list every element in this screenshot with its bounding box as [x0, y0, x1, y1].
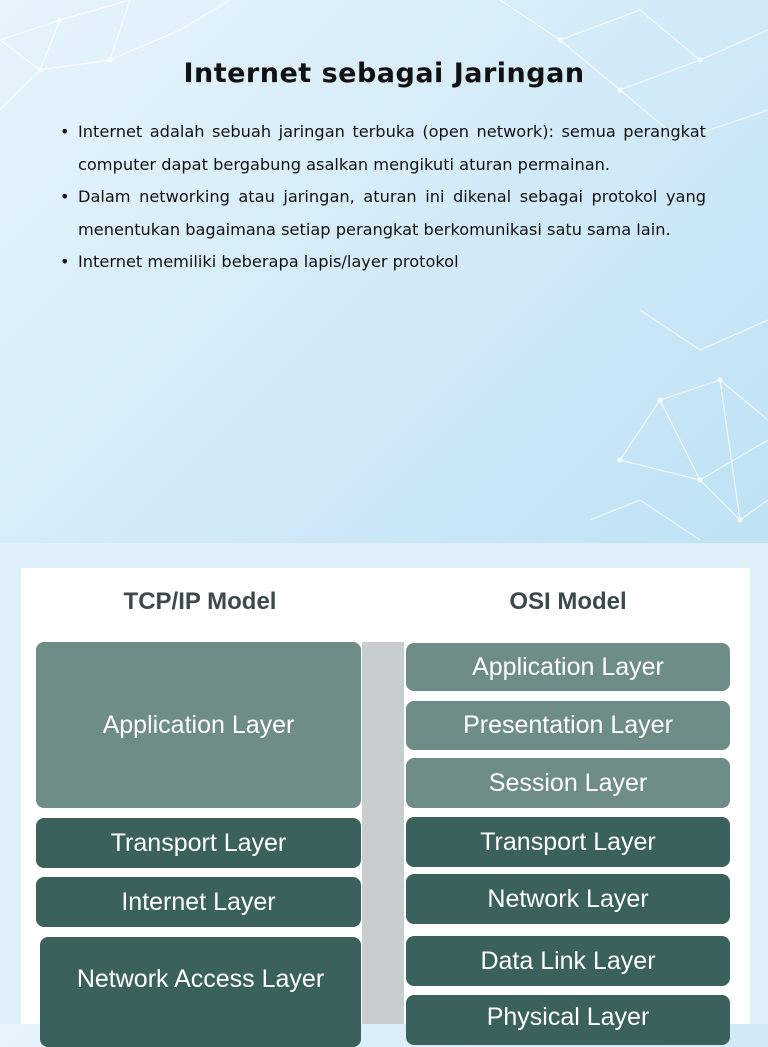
osi-transport-layer: Transport Layer	[406, 817, 730, 867]
tcpip-network-access-label: Network Access Layer	[76, 964, 325, 993]
bullet-dot-icon: •	[60, 187, 70, 206]
tcpip-model-heading: TCP/IP Model	[123, 588, 277, 615]
osi-network-layer: Network Layer	[406, 874, 730, 924]
bullet-item	[58, 246, 706, 279]
osi-data-link-layer: Data Link Layer	[406, 936, 730, 986]
osi-session-layer: Session Layer	[406, 758, 730, 808]
bullet-dot-icon: •	[60, 252, 70, 271]
osi-model-heading: OSI Model	[509, 588, 627, 615]
bullet-text: Internet adalah sebuah jaringan terbuka (open network): semua perangkat computer dapat bergabung asalkan mengikuti aturan permainan.	[78, 122, 706, 174]
bullet-list	[58, 116, 706, 279]
bullet-text: Internet memiliki beberapa lapis/layer protokol	[78, 252, 459, 271]
osi-physical-layer: Physical Layer	[406, 995, 730, 1045]
osi-application-layer: Application Layer	[406, 643, 730, 691]
osi-presentation-layer: Presentation Layer	[406, 701, 730, 750]
bullet-item	[58, 116, 706, 181]
bullet-text: Dalam networking atau jaringan, aturan ini dikenal sebagai protokol yang menentukan bagaimana setiap perangkat berkomunikasi satu sama lain.	[78, 187, 706, 239]
slide-title: Internet sebagai Jaringan	[183, 58, 585, 89]
tcpip-application-layer: Application Layer	[36, 642, 361, 808]
bullet-dot-icon: •	[60, 122, 70, 141]
model-divider	[362, 642, 404, 1024]
bullet-item	[58, 181, 706, 246]
tcpip-transport-layer: Transport Layer	[36, 818, 361, 868]
tcpip-internet-layer: Internet Layer	[36, 877, 361, 927]
tcpip-network-access-layer	[40, 937, 361, 1047]
